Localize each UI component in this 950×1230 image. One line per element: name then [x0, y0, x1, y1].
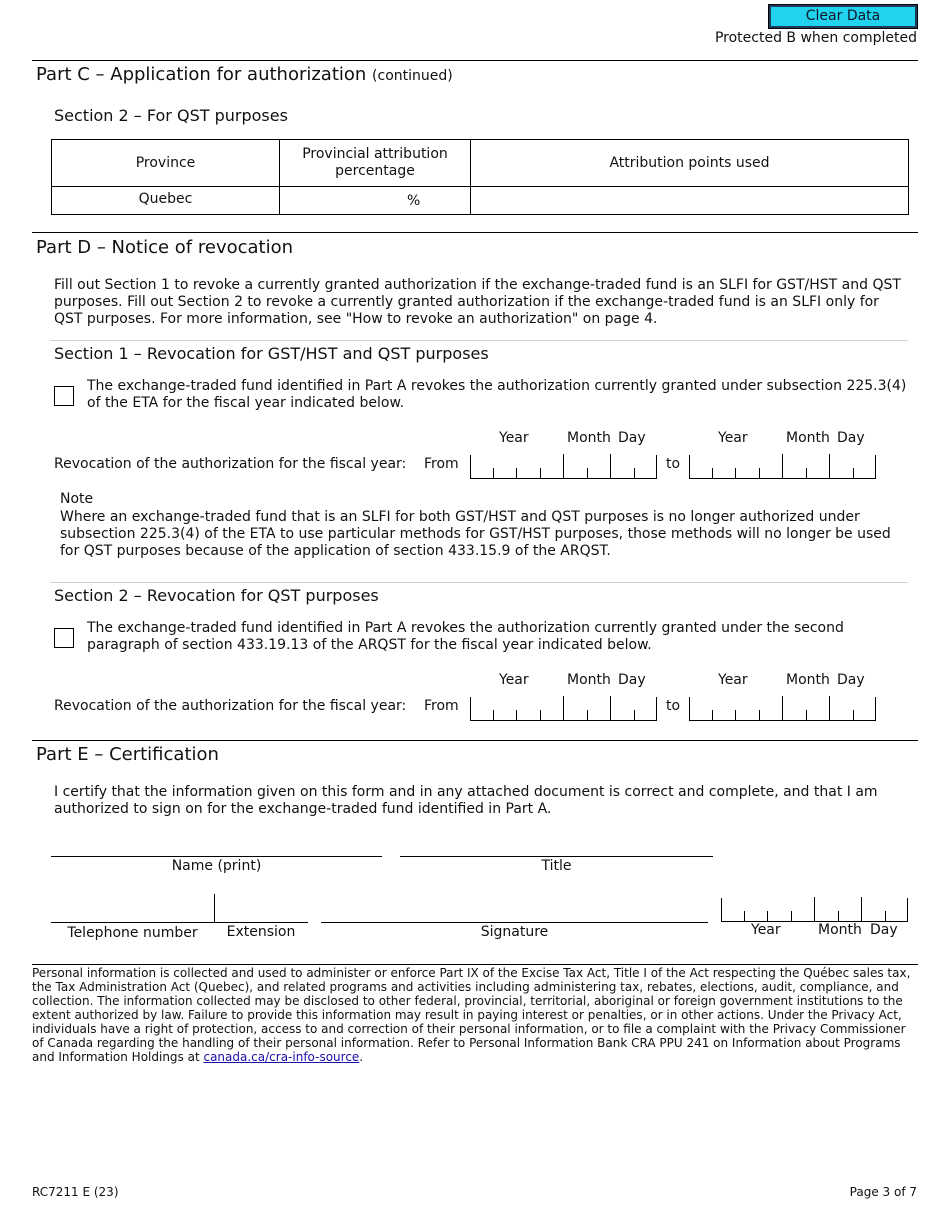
form-identifier: RC7211 E (23) [32, 1185, 119, 1199]
part-c-title [36, 64, 453, 85]
attribution-points-input[interactable] [471, 187, 909, 215]
part-d-title: Part D – Notice of revocation [36, 237, 294, 258]
section1-from-date-input[interactable] [470, 455, 657, 479]
points-header: Attribution points used [471, 140, 909, 187]
from-year-label: Year [499, 672, 529, 688]
divider [32, 740, 918, 741]
from-label: From [424, 698, 459, 714]
part-d-intro: Fill out Section 1 to revoke a currently granted authorization if the exchange-traded fund is an SLFI for GST/HST and QST purposes. Fill out Section 2 to revoke a currently granted authorization if the exchange-traded fund is an SLFI only for QST purposes. For more information, see "How to revoke an authorization" on page 4. [54, 277, 901, 327]
percent-sign: % [407, 193, 421, 209]
certification-date-input[interactable] [721, 898, 908, 922]
section1-to-date-input[interactable] [689, 455, 876, 479]
province-header: Province [52, 140, 280, 187]
from-label: From [424, 456, 459, 472]
name-label: Name (print) [171, 858, 262, 874]
part-c-section2-title: Section 2 – For QST purposes [54, 106, 288, 125]
to-day-label: Day [837, 672, 865, 688]
privacy-text: Personal information is collected and used to administer or enforce Part IX of the Excise Tax Act, Title I of the Act respecting the Québec sales tax, the Tax Administration Act (Quebec), and related programs and activities including administering tax, rebates, elections, audit, compliance, and collection. The information collected may be disclosed to other federal, provincial, territorial, aboriginal or foreign government institutions to the extent authorized by law. Failure to provide this information may result in paying interest or penalties, or in other actions. Under the Privacy Act, individuals have a right of protection, access to and correction of their personal information, or to file a complaint with the Privacy Commissioner of Canada regarding the handling of their personal information. Refer to Personal Information Bank CRA PPU 241 on Information about Programs and Information Holdings at [32, 966, 911, 1064]
from-day-label: Day [618, 672, 646, 688]
section2-text: The exchange-traded fund identified in Part A revokes the authorization currently granted under the second paragraph of section 433.19.13 of the ARQST for the fiscal year indicated below. [87, 620, 844, 653]
extension-label: Extension [226, 924, 296, 940]
divider [32, 232, 918, 233]
from-month-label: Month [567, 672, 611, 688]
signature-label: Signature [480, 924, 549, 940]
part-c-title-text: Part C – Application for authorization [36, 64, 367, 85]
clear-data-button[interactable]: Clear Data [769, 5, 917, 28]
to-day-label: Day [837, 430, 865, 446]
name-input[interactable] [51, 856, 382, 857]
percentage-header: Provincial attribution percentage [280, 140, 471, 187]
percentage-input[interactable] [280, 187, 471, 215]
cert-day-label: Day [870, 922, 898, 938]
privacy-period: . [359, 1050, 364, 1064]
title-input[interactable] [400, 856, 713, 857]
section1-text: The exchange-traded fund identified in Part A revokes the authorization currently granted under subsection 225.3(4) of the ETA for the fiscal year indicated below. [87, 378, 907, 411]
continued-label: (continued) [372, 68, 453, 84]
section2-to-date-input[interactable] [689, 697, 876, 721]
part-d-section1-title: Section 1 – Revocation for GST/HST and QST purposes [54, 344, 489, 363]
cra-info-source-link[interactable]: canada.ca/cra-info-source [203, 1050, 360, 1064]
part-e-title: Part E – Certification [36, 744, 219, 765]
divider [32, 60, 918, 61]
section2-revoke-checkbox[interactable] [54, 628, 74, 648]
province-cell [52, 187, 280, 215]
to-label: to [666, 456, 681, 472]
telephone-input[interactable] [51, 922, 214, 923]
section2-from-date-input[interactable] [470, 697, 657, 721]
revocation-label: Revocation of the authorization for the fiscal year: [54, 698, 407, 714]
cert-year-label: Year [751, 922, 781, 938]
divider [32, 964, 918, 965]
from-year-label: Year [499, 430, 529, 446]
to-month-label: Month [786, 672, 830, 688]
revocation-label: Revocation of the authorization for the fiscal year: [54, 456, 407, 472]
cert-month-label: Month [818, 922, 862, 938]
from-month-label: Month [567, 430, 611, 446]
part-d-section2-title: Section 2 – Revocation for QST purposes [54, 586, 379, 605]
qst-attribution-table [51, 139, 909, 215]
note-text: Where an exchange-traded fund that is an SLFI for both GST/HST and QST purposes is no longer authorized under subsection 225.3(4) of the ETA to use particular methods for GST/HST purposes, those methods will no longer be used for QST purposes because of the application of section 433.15.9 of the ARQST. [60, 509, 891, 559]
title-label: Title [541, 858, 572, 874]
province-value: Quebec [138, 190, 193, 207]
to-month-label: Month [786, 430, 830, 446]
certification-text: I certify that the information given on this form and in any attached document is correct and complete, and that I am authorized to sign on for the exchange-traded fund identified in Part A. [54, 784, 878, 817]
from-day-label: Day [618, 430, 646, 446]
divider [214, 894, 215, 922]
protected-notice: Protected B when completed [714, 30, 917, 46]
telephone-label: Telephone number [67, 925, 198, 941]
divider [50, 340, 908, 341]
divider [50, 582, 908, 583]
to-year-label: Year [718, 430, 748, 446]
section1-revoke-checkbox[interactable] [54, 386, 74, 406]
note-title: Note [60, 491, 94, 507]
to-year-label: Year [718, 672, 748, 688]
page-number: Page 3 of 7 [849, 1185, 917, 1199]
to-label: to [666, 698, 681, 714]
signature-input[interactable] [321, 922, 708, 923]
privacy-notice [32, 966, 912, 1064]
extension-input[interactable] [214, 922, 308, 923]
